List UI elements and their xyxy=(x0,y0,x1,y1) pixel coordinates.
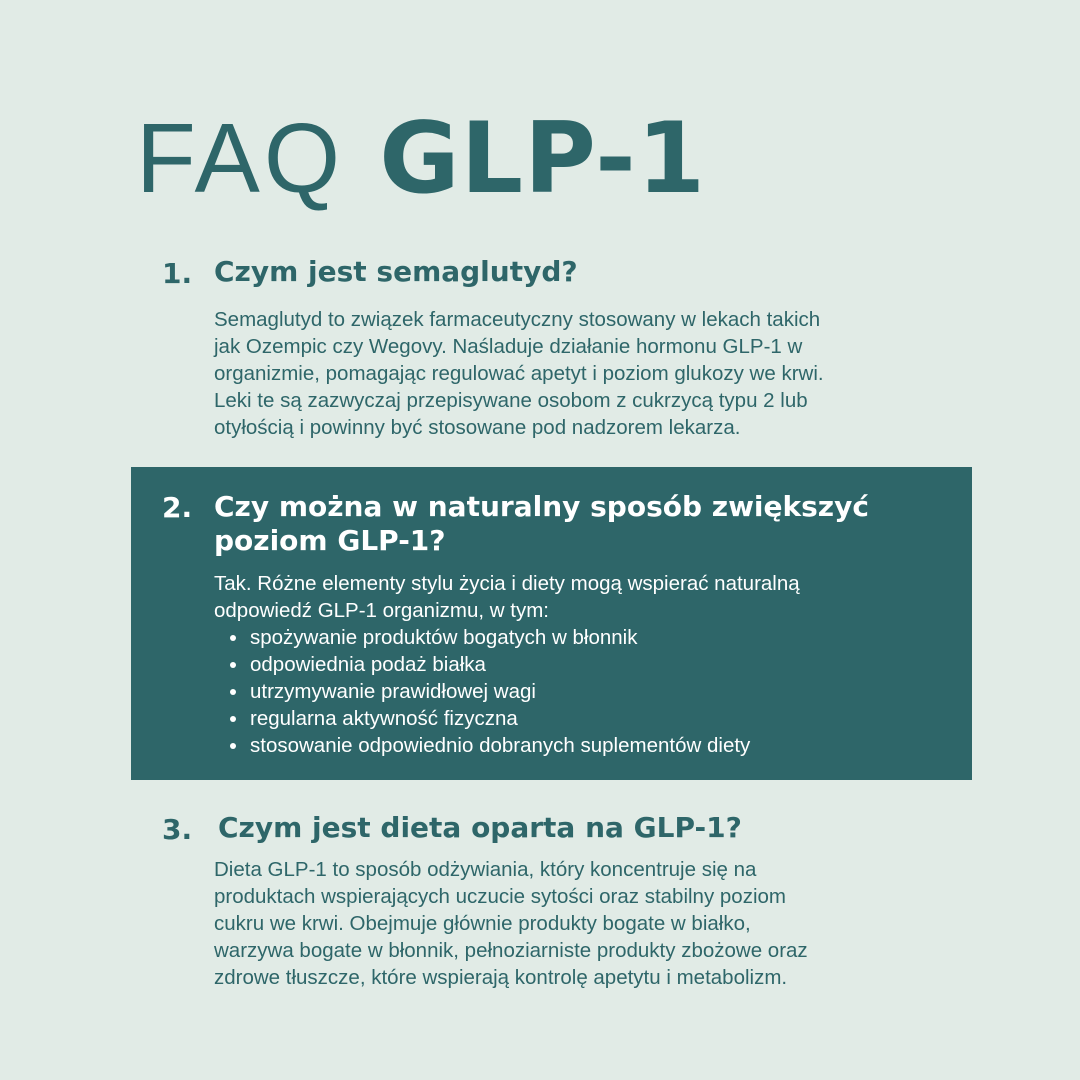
bullet-item: odpowiednia podaż białka xyxy=(228,651,800,678)
answer-line: odpowiedź GLP-1 organizmu, w tym: xyxy=(214,599,549,622)
bullet-item: spożywanie produktów bogatych w błonnik xyxy=(228,624,800,651)
answer-line: warzywa bogate w błonnik, pełnoziarniste produkty zbożowe oraz xyxy=(214,939,808,962)
faq-question: Czym jest dieta oparta na GLP-1? xyxy=(218,811,742,844)
answer-line: zdrowe tłuszcze, które wspierają kontrolę apetytu i metabolizm. xyxy=(214,966,788,989)
bullet-item: stosowanie odpowiednio dobranych suplementów diety xyxy=(228,732,800,759)
faq-answer xyxy=(214,856,808,991)
answer-line: jak Ozempic czy Wegovy. Naśladuje działanie hormonu GLP-1 w xyxy=(214,335,803,358)
question-line: poziom GLP-1? xyxy=(214,524,446,557)
answer-line: Semaglutyd to związek farmaceutyczny stosowany w lekach takich xyxy=(214,308,821,331)
answer-line: organizmie, pomagając regulować apetyt i poziom glukozy we krwi. xyxy=(214,362,824,385)
faq-answer xyxy=(214,306,824,441)
answer-line: produktach wspierających uczucie sytości oraz stabilny poziom xyxy=(214,885,786,908)
answer-line: Tak. Różne elementy stylu życia i diety mogą wspierać naturalną xyxy=(214,572,800,595)
faq-number: 2. xyxy=(162,491,193,524)
faq-answer xyxy=(214,570,800,759)
answer-line: otyłością i powinny być stosowane pod nadzorem lekarza. xyxy=(214,416,741,439)
faq-number: 1. xyxy=(162,257,193,290)
page-title xyxy=(136,98,706,219)
bullet-item: utrzymywanie prawidłowej wagi xyxy=(228,678,800,705)
faq-question xyxy=(214,490,869,558)
faq-question: Czym jest semaglutyd? xyxy=(214,255,578,288)
title-glp1: GLP-1 xyxy=(379,102,707,216)
title-faq: FAQ xyxy=(136,103,345,213)
bullet-list xyxy=(228,624,800,759)
faq-number: 3. xyxy=(162,813,193,846)
answer-line: Dieta GLP-1 to sposób odżywiania, który koncentruje się na xyxy=(214,858,757,881)
question-line: Czy można w naturalny sposób zwiększyć xyxy=(214,490,869,523)
answer-line: Leki te są zazwyczaj przepisywane osobom z cukrzycą typu 2 lub xyxy=(214,389,808,412)
answer-line: cukru we krwi. Obejmuje głównie produkty bogate w białko, xyxy=(214,912,751,935)
bullet-item: regularna aktywność fizyczna xyxy=(228,705,800,732)
